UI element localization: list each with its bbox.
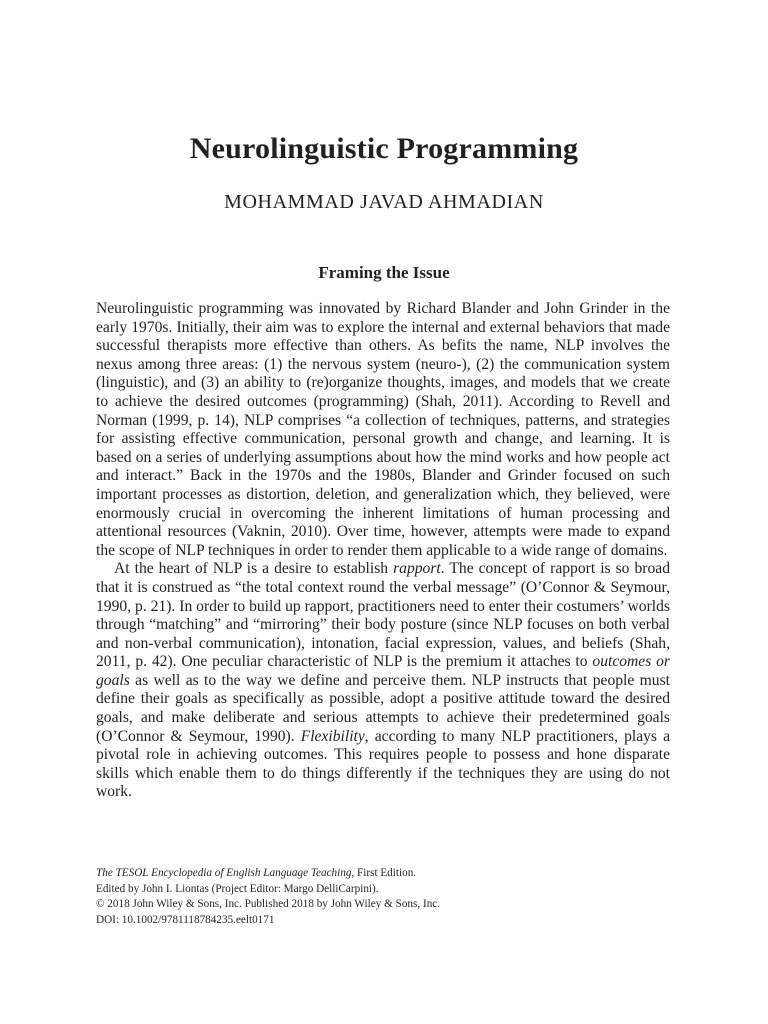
- paragraph-2-text-b: . The concept of rapport is so broad that it is construed as “the total context round the verbal message” (O’Connor & Seymour, 1990, p. 21). In order to build up rapport, practitioners need to enter their costumers’ worlds through “matching” and “mirroring” their body posture (since NLP focuses on both verbal and non-verbal communication), intonation, facial expression, values, and beliefs (Shah, 2011, p. 42). One peculiar characteristic of NLP is the premium it attaches to: [96, 560, 670, 671]
- footer-line-3: © 2018 John Wiley & Sons, Inc. Published 2018 by John Wiley & Sons, Inc.: [96, 898, 441, 911]
- rapport-emphasis: rapport: [393, 560, 441, 578]
- footer-line-1: [96, 866, 670, 882]
- footer-line-2: Edited by John I. Liontas (Project Editor: Margo DelliCarpini).: [96, 882, 379, 895]
- author-name: MOHAMMAD JAVAD AHMADIAN: [224, 191, 544, 213]
- paragraph-2-text-d: , according to many NLP practitioners, plays a pivotal role in achieving outcomes. This requires people to possess and hone disparate skills which enable them to do things differently if the techniques they are using do not work.: [96, 727, 670, 801]
- outcomes-emphasis: outcomes or goals: [96, 653, 670, 689]
- paragraph-2-text-a: At the heart of NLP is a desire to establish: [114, 560, 394, 578]
- footer-doi: DOI: 10.1002/9781118784235.eelt0171: [96, 913, 275, 926]
- paragraph-1: Neurolinguistic programming was innovated by Richard Blander and John Grinder in the early 1970s. Initially, their aim was to explore the internal and external behaviors that made successful therapists more effective than others. As befits the name, NLP involves the nexus among three areas: (1) the nervous system (neuro-), (2) the communication system (linguistic), and (3) an ability to (re)organize thoughts, images, and models that we create to achieve the desired outcomes (programming) (Shah, 2011). According to Revell and Norman (1999, p. 14), NLP comprises “a collection of techniques, patterns, and strategies for assisting effective communication, personal growth and change, and learning. It is based on a series of underlying assumptions about how the mind works and how people act and interact.” Back in the 1970s and the 1980s, Blander and Grinder focused on such important processes as distortion, deletion, and generalization which, they believed, were enormously crucial in overcoming the inherent limitations of human processing and attentional resources (Vaknin, 2010). Over time, however, attempts were made to expand the scope of NLP techniques in order to render them applicable to a wide range of domains.: [96, 300, 670, 559]
- paragraph-2-text-c: as well as to the way we define and perceive them. NLP instructs that people must define their goals as specifically as possible, adopt a positive attitude toward the desired goals, and make deliberate and serious attempts to achieve their predetermined goals (O’Connor & Seymour, 1990).: [96, 671, 670, 745]
- paragraph-2: [96, 560, 670, 802]
- article-body: [96, 300, 670, 802]
- edition-text: , First Edition.: [351, 867, 417, 879]
- flexibility-emphasis: Flexibility: [300, 727, 365, 745]
- encyclopedia-title: The TESOL Encyclopedia of English Language Teaching: [96, 867, 352, 879]
- article-title: Neurolinguistic Programming: [189, 132, 579, 165]
- publication-footer: [96, 866, 670, 928]
- section-heading: Framing the Issue: [318, 263, 450, 282]
